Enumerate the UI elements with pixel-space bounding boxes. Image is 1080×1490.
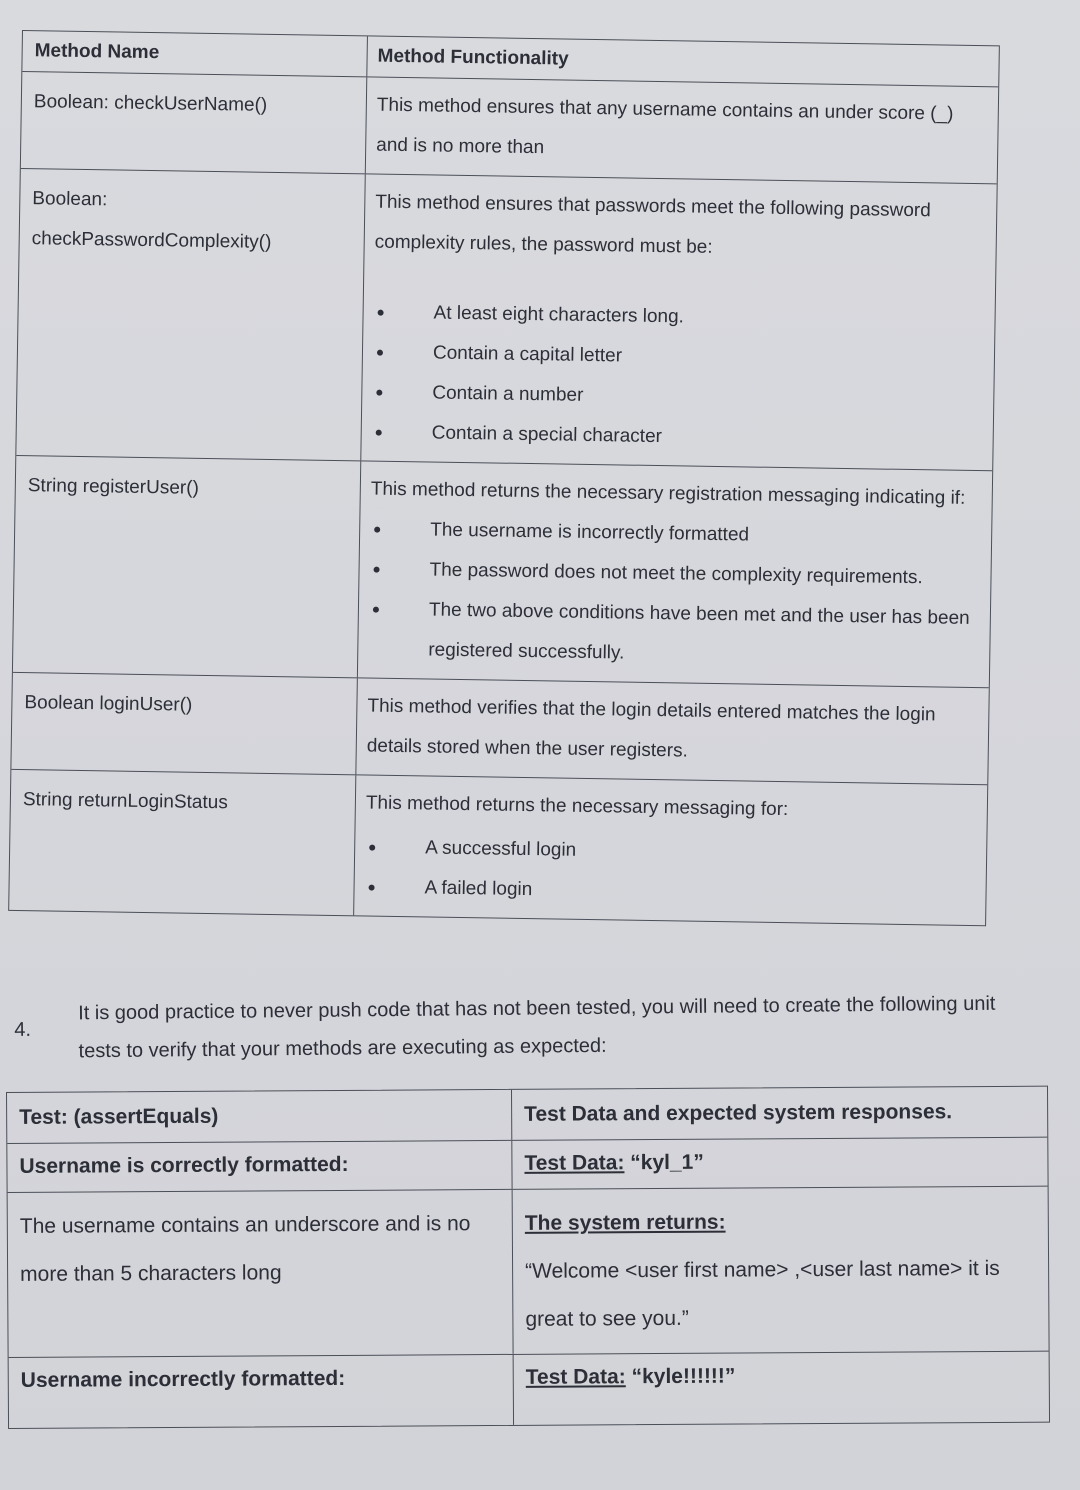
bullet-text: Contain a number (432, 382, 584, 406)
bullet-text: A successful login (425, 837, 577, 861)
method-name-cell (16, 169, 365, 460)
bullet-list (364, 827, 976, 917)
test-header: Test: (assertEquals) (7, 1090, 512, 1143)
expected-response: “Welcome <user first name> ,<user last name> it is great to see you.” (525, 1256, 1000, 1331)
table-row (21, 72, 998, 184)
method-name-cell (9, 770, 356, 915)
method-name-cell (21, 72, 367, 173)
method-functionality-header: Method Functionality (377, 45, 569, 70)
method-name-cell (11, 673, 357, 774)
method-name: String returnLoginStatus (22, 789, 228, 814)
bullet-list (371, 293, 984, 463)
method-name: Boolean: checkUserName() (33, 91, 268, 116)
bullet-icon (374, 527, 380, 533)
table-row (9, 1352, 1049, 1428)
table-row (13, 456, 992, 688)
method-description: This method verifies that the login details entered matches the login details stored when the user registers. (366, 695, 936, 762)
test-title: Username incorrectly formatted: (9, 1355, 514, 1428)
method-description: This method ensures that any username contains an under score (_) and is no more than (376, 94, 954, 159)
bullet-text: The username is incorrectly formatted (430, 519, 750, 546)
method-functionality-cell (354, 775, 987, 925)
table-row (9, 770, 987, 925)
method-name: checkPasswordComplexity() (31, 228, 272, 253)
test-table (6, 1086, 1050, 1429)
bullet-list (368, 510, 981, 680)
test-title: Username is correctly formatted: (7, 1141, 512, 1192)
bullet-icon (377, 350, 383, 356)
method-name-header: Method Name (22, 31, 368, 76)
method-description: This method returns the necessary messaging for: (365, 792, 789, 821)
test-data-cell (512, 1138, 1047, 1189)
test-data-label: Test Data: (524, 1151, 625, 1175)
test-data-value: “kyle!!!!!!” (625, 1364, 736, 1389)
method-name: Boolean: (32, 188, 108, 211)
table-row (16, 169, 996, 471)
test-data-label: Test Data: (525, 1365, 626, 1389)
bullet-icon (373, 607, 379, 613)
table-row (8, 1187, 1049, 1358)
bullet-icon (374, 567, 380, 573)
method-functionality-cell (356, 678, 988, 784)
method-functionality-cell (361, 174, 996, 470)
bullet-icon (369, 885, 375, 891)
test-table-header-row (7, 1087, 1047, 1144)
test-data-value: “kyl_1” (624, 1150, 704, 1175)
test-data-cell (513, 1187, 1049, 1354)
method-description: This method ensures that passwords meet the following password complexity rules, the password must be: (374, 191, 931, 258)
method-functionality-cell (358, 461, 992, 687)
bullet-text: The password does not meet the complexity requirements. (429, 559, 923, 589)
list-item (364, 867, 976, 917)
method-functionality-cell (366, 77, 998, 183)
bullet-text: A failed login (424, 877, 533, 901)
table-row (7, 1138, 1047, 1193)
test-description: The username contains an underscore and is no more than 5 characters long (8, 1190, 514, 1357)
test-data-header: Test Data and expected system responses. (524, 1100, 953, 1126)
method-name: String registerUser() (27, 475, 200, 499)
bullet-icon (376, 390, 382, 396)
bullet-text: Contain a special character (431, 422, 663, 448)
item-number: 4. (14, 1018, 32, 1041)
bullet-icon (369, 845, 375, 851)
test-data-cell (514, 1352, 1049, 1425)
instruction-text: It is good practice to never push code that has not been tested, you will need to create the following unit tests to verify that your methods are executing as expected: (78, 992, 996, 1063)
method-description: This method returns the necessary registration messaging indicating if: (370, 478, 966, 509)
table-row (11, 673, 988, 785)
bullet-text: Contain a capital letter (432, 342, 623, 367)
list-item (371, 413, 983, 463)
instruction-paragraph (14, 985, 1005, 1071)
method-name-cell (13, 456, 361, 677)
bullet-icon (376, 430, 382, 436)
bullet-text: At least eight characters long. (433, 302, 685, 328)
bullet-text: The two above conditions have been met and the user has been registered successfully. (428, 599, 970, 664)
method-name: Boolean loginUser() (24, 692, 193, 716)
list-item (368, 590, 980, 680)
bullet-icon (378, 310, 384, 316)
method-table (8, 30, 1000, 926)
test-data-label: The system returns: (524, 1210, 726, 1235)
